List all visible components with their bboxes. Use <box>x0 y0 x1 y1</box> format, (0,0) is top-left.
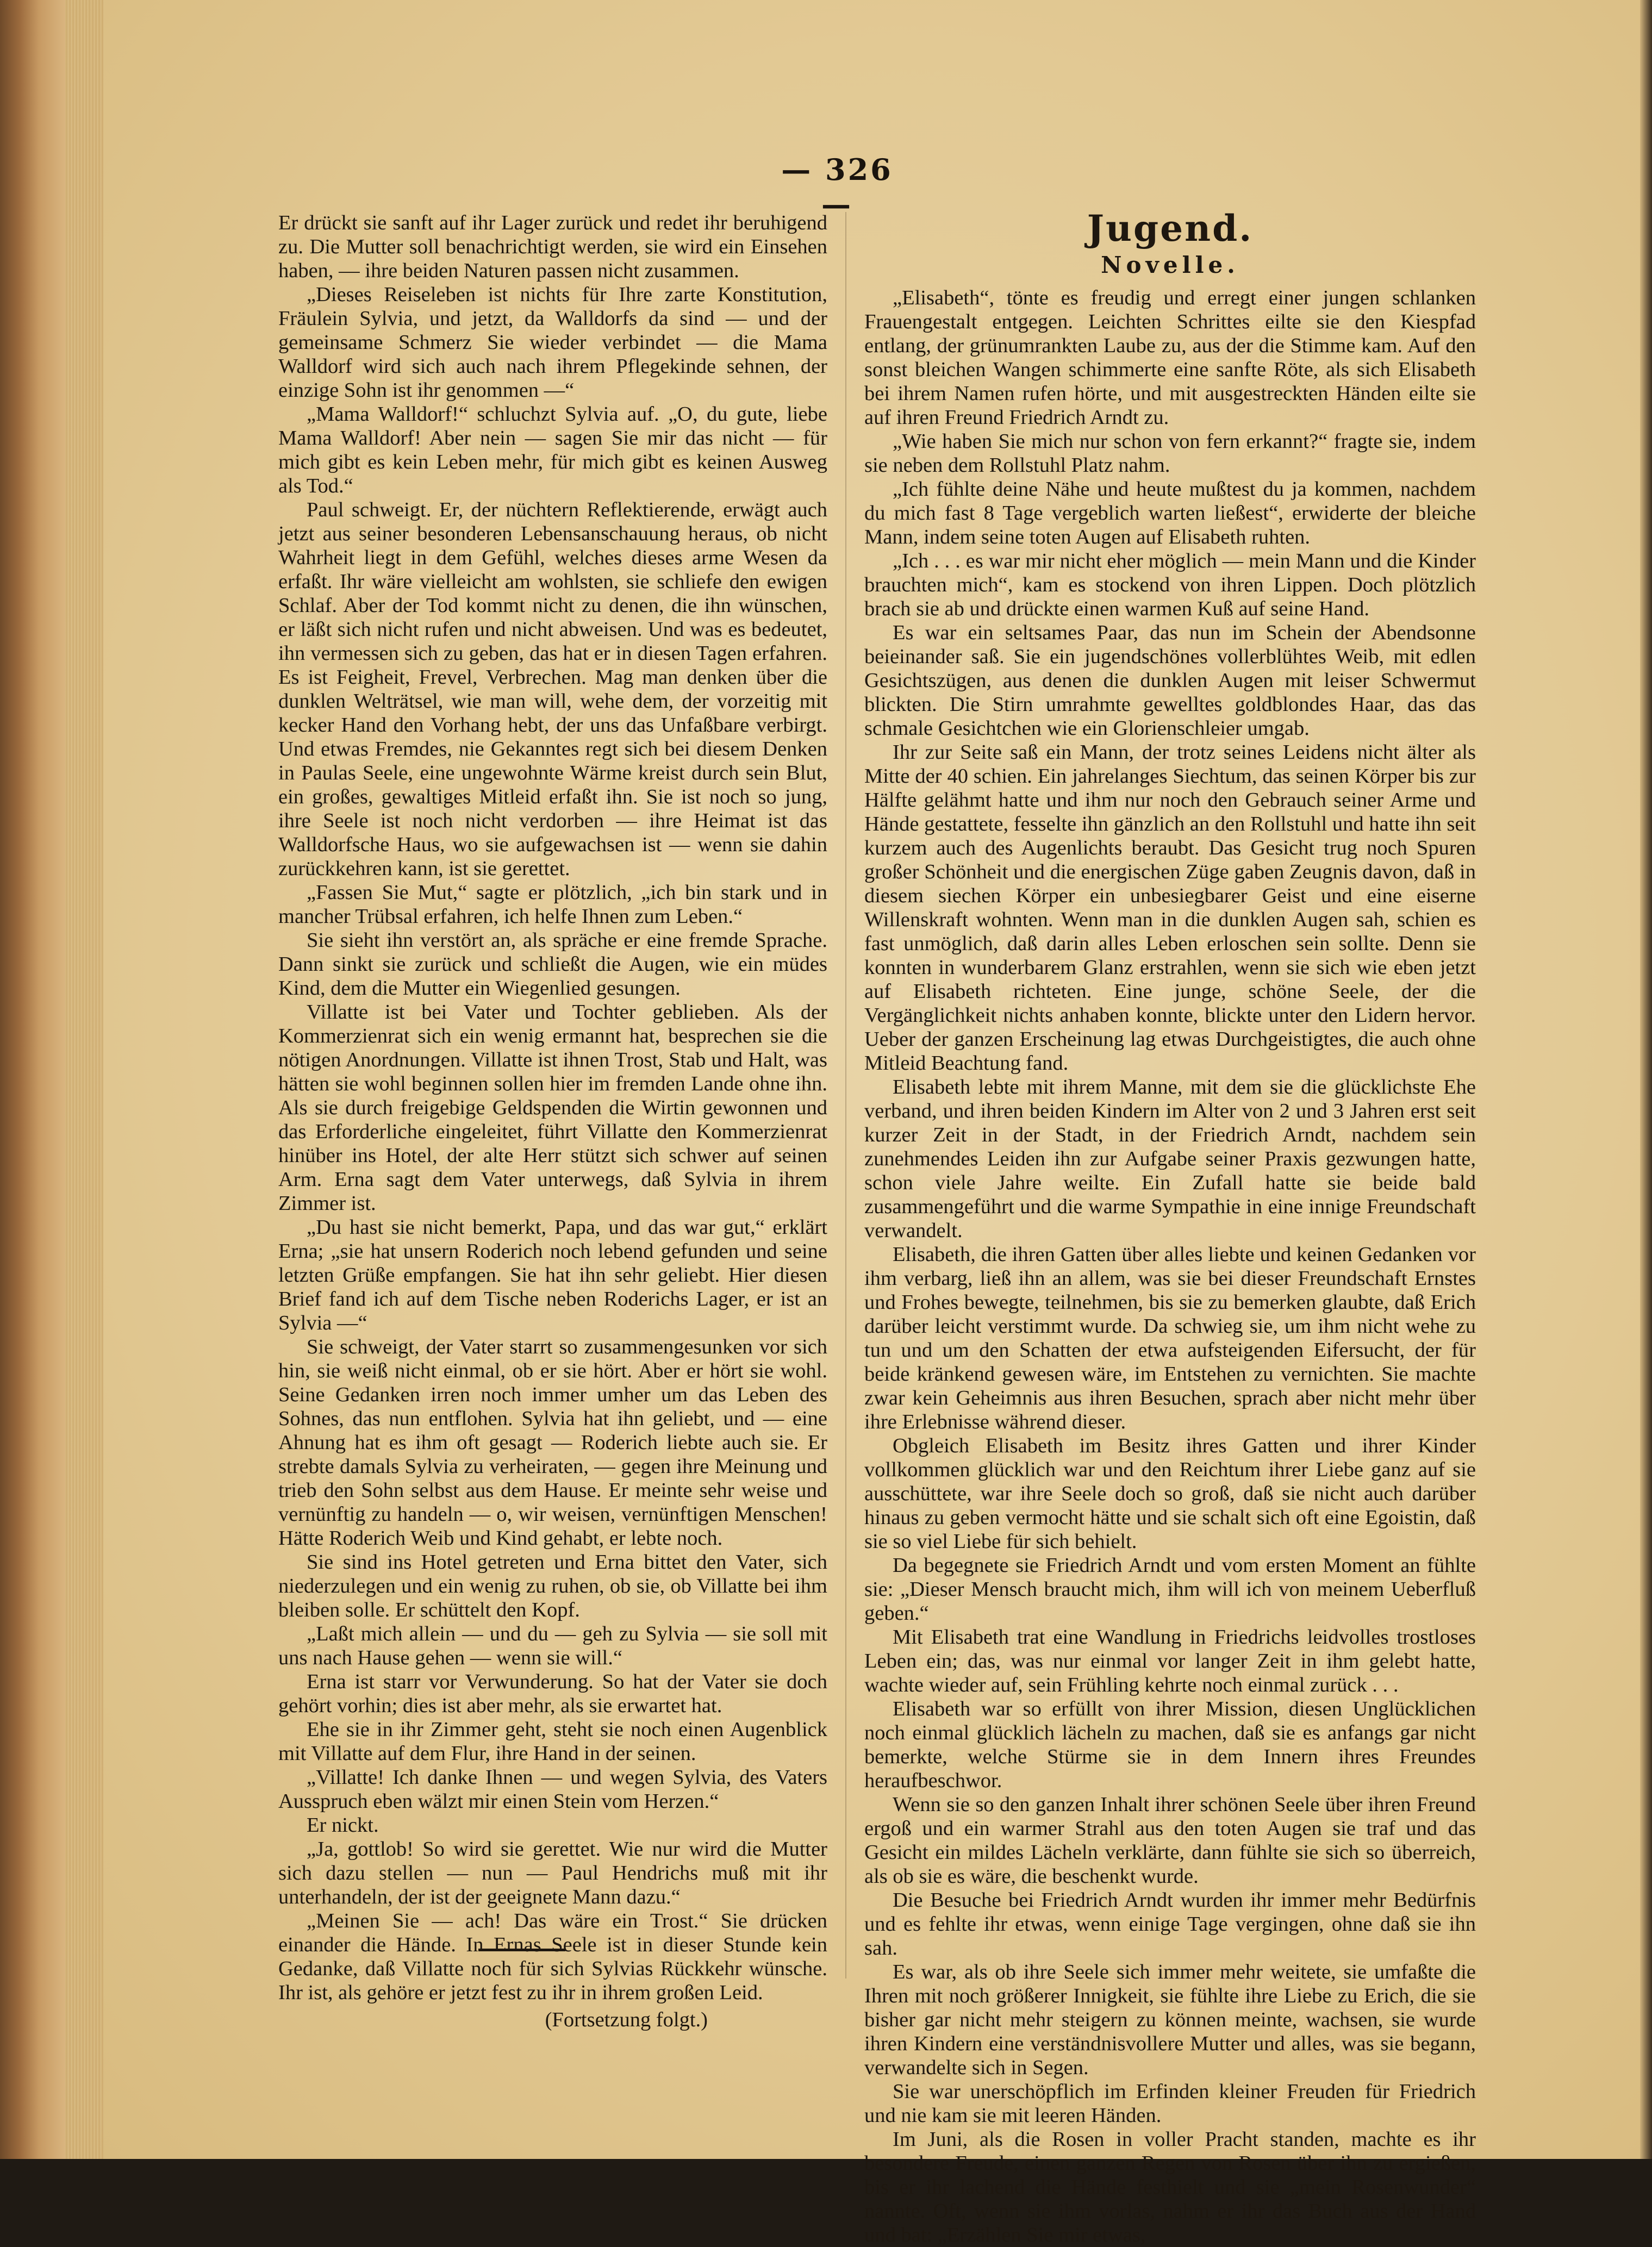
paragraph: Sie sieht ihn verstört an, als spräche er eine fremde Sprache. Dann sinkt sie zurück und schließt die Augen, wie ein müdes Kind, dem die Mutter ein Wiegenlied gesungen. <box>278 929 827 1000</box>
story-subtitle: Novelle. <box>1101 252 1239 278</box>
paragraph: Elisabeth lebte mit ihrem Manne, mit dem sie die glücklichste Ehe verband, und ihren beiden Kindern im Alter von 2 und 3 Jahren erst seit kurzer Zeit in der Stadt, in der Friedrich Arndt, nachdem sein zunehmendes Leiden ihn zur Aufgabe seiner Praxis gezwungen hatte, schon viele Jahre weilte. Ein Zufall hatte sie beide bald zusammengeführt und die warme Sympathie in eine innige Freundschaft verwandelt. <box>864 1076 1476 1242</box>
paragraph: Elisabeth, die ihren Gatten über alles liebte und keinen Gedanken vor ihm verbarg, ließ ihn an allem, was sie bei dieser Freundschaft Ernstes und Frohes bewegte, teilnehmen, bis sie zu bemerken glaubte, daß Erich darüber leicht verstimmt wurde. Da schwieg sie, um ihm nicht wehe zu tun und um den Schatten der etwa aufsteigenden Eifersucht, der für beide kränkend gewesen wäre, im Entstehen zu vernichten. Sie machte zwar kein Geheimnis aus ihren Besuchen, sprach aber nicht mehr über ihre Erlebnisse während dieser. <box>864 1243 1476 1433</box>
continued-note: (Fortsetzung folgt.) <box>545 2008 708 2031</box>
left-column <box>278 211 827 2032</box>
paragraph: „Dieses Reiseleben ist nichts für Ihre zarte Konstitution, Fräulein Sylvia, und jetzt, da Walldorfs da sind — und der gemeinsame Schmerz Sie wieder verbindet — die Mama Walldorf wird sich auch nach ihrem Pflegekinde sehnen, der einzige Sohn ist ihr genommen —“ <box>278 283 827 402</box>
paragraph: Im Juni, als die Rosen in voller Pracht standen, machte es ihr besondere Freude, einen ganzen Regen von Rosen über ihn zu ergießen, bis er ihr lachend die Hände festhielt und sie „mein Rosenwunder“ nannte. Oft, wenn sie ihm vorlas, nahm er ihr das Buch aus der Hand und bat: „Erzählen Sie mir etwas, <box>864 2128 1476 2246</box>
paragraph: Es war, als ob ihre Seele sich immer mehr weitete, sie umfaßte die Ihren mit noch größerer Innigkeit, sie fühlte ihre Liebe zu Erich, die sie bisher gar nicht mehr steigern zu können meinte, wachsen, sie wurde ihren Kindern eine verständnisvollere Mutter und alles, was sie begann, verwandelte sich in Segen. <box>864 1961 1476 2079</box>
paragraph: Die Besuche bei Friedrich Arndt wurden ihr immer mehr Bedürfnis und es fehlte ihr etwas, wenn einige Tage vergingen, ohne daß sie ihn sah. <box>864 1889 1476 1959</box>
paragraph: Wenn sie so den ganzen Inhalt ihrer schönen Seele über ihren Freund ergoß und ein warmer Strahl aus den toten Augen sie traf und das Gesicht ein mildes Lächeln verklärte, dann fühlte sie sich so überreich, als ob sie es wäre, die beschenkt wurde. <box>864 1793 1476 1888</box>
paragraph: Erna ist starr vor Verwunderung. So hat der Vater sie doch gehört vorhin; dies ist aber mehr, als sie erwartet hat. <box>278 1670 827 1717</box>
paragraph: Villatte ist bei Vater und Tochter geblieben. Als der Kommerzienrat sich ein wenig ermannt hat, besprechen sie die nötigen Anordnungen. Villatte ist ihnen Trost, Stab und Halt, was hätten sie wohl beginnen sollen hier im fremden Lande ohne ihn. Als sie durch freigebige Geldspenden die Wirtin gewonnen und das Erforderliche eingeleitet, führt Villatte den Kommerzienrat hinüber ins Hotel, der alte Herr stützt sich schwer auf seinen Arm. Erna sagt dem Vater unterwegs, daß Sylvia in ihrem Zimmer ist. <box>278 1001 827 1215</box>
paragraph: „Mama Walldorf!“ schluchzt Sylvia auf. „O, du gute, liebe Mama Walldorf! Aber nein — sagen Sie mir das nicht — für mich gibt es kein Leben mehr, für mich gibt es keinen Ausweg als Tod.“ <box>278 403 827 497</box>
paragraph: „Ich . . . es war mir nicht eher möglich — mein Mann und die Kinder brauchten mich“, kam es stockend von ihren Lippen. Doch plötzlich brach sie ab und drückte einen warmen Kuß auf seine Hand. <box>864 550 1476 620</box>
page-right-edge <box>1640 0 1652 2159</box>
paragraph: Es war ein seltsames Paar, das nun im Schein der Abendsonne beieinander saß. Sie ein jugendschönes vollerblühtes Weib, mit edlen Gesichtszügen, aus denen die dunklen Augen mit leiser Schwermut blickten. Die Stirn umrahmte gewelltes goldblondes Haar, das das schmale Gesichtchen wie ein Glorienschleier umgab. <box>864 621 1476 740</box>
paragraph: Obgleich Elisabeth im Besitz ihres Gatten und ihrer Kinder vollkommen glücklich war und den Reichtum ihrer Liebe ganz auf sie ausschüttete, war ihre Seele doch so groß, daß sie nicht auch darüber hinaus zu geben vermocht hätte und sie schalt sich oft eine Egoistin, daß sie so viel Liebe für sich behielt. <box>864 1434 1476 1553</box>
right-column <box>864 205 1476 2247</box>
paragraph: „Fassen Sie Mut,“ sagte er plötzlich, „ich bin stark und in mancher Trübsal erfahren, ich helfe Ihnen zum Leben.“ <box>278 881 827 928</box>
paragraph: Ehe sie in ihr Zimmer geht, steht sie noch einen Augenblick mit Villatte auf dem Flur, ihre Hand in der seinen. <box>278 1718 827 1765</box>
paragraph: Sie war unerschöpflich im Erfinden kleiner Freuden für Friedrich und nie kam sie mit leeren Händen. <box>864 2080 1476 2127</box>
book-binding <box>0 0 65 2159</box>
paragraph: „Wie haben Sie mich nur schon von fern erkannt?“ fragte sie, indem sie neben dem Rollstuhl Platz nahm. <box>864 430 1476 477</box>
page-edges <box>65 0 103 2159</box>
paragraph: Ihr zur Seite saß ein Mann, der trotz seines Leidens nicht älter als Mitte der 40 schien. Ein jahrelanges Siechtum, das seinen Körper bis zur Hälfte gelähmt hatte und ihm nur noch den Gebrauch seiner Arme und Hände gestattete, fesselte ihn gänzlich an den Rollstuhl und hatte ihn seit kurzem auch des Augenlichts beraubt. Das Gesicht trug noch Spuren großer Schönheit und die energischen Züge gaben Zeugnis davon, daß in diesem siechen Körper ein unbesiegbarer Geist und eine eiserne Willenskraft wohnten. Wenn man in die dunklen Augen sah, schien es fast unmöglich, daß darin alles Leben erloschen sein sollte. Denn sie konnten in wunderbarem Glanz erstrahlen, wenn sie sich wie eben jetzt auf Elisabeth richteten. Eine junge, schöne Seele, der die Vergänglichkeit nichts anhaben konnte, blickte unter den Lidern hervor. Ueber der ganzen Erscheinung lag etwas Durchgeistigtes, die auch ohne Mitleid Beachtung fand. <box>864 741 1476 1075</box>
page-number: — 326 — <box>781 152 893 222</box>
paragraph: „Ich fühlte deine Nähe und heute mußtest du ja kommen, nachdem du mich fast 8 Tage vergeblich warten ließest“, erwiderte der bleiche Mann, indem seine toten Augen auf Elisabeth ruhten. <box>864 478 1476 548</box>
paragraph: „Villatte! Ich danke Ihnen — und wegen Sylvia, des Vaters Ausspruch eben wälzt mir einen Stein vom Herzen.“ <box>278 1766 827 1813</box>
paragraph: Er nickt. <box>307 1814 379 1837</box>
paragraph: Sie sind ins Hotel getreten und Erna bittet den Vater, sich niederzulegen und ein wenig zu ruhen, ob sie, ob Villatte bei ihm bleiben solle. Er schüttelt den Kopf. <box>278 1551 827 1621</box>
paragraph: Elisabeth war so erfüllt von ihrer Mission, diesen Unglücklichen noch einmal glücklich lächeln zu machen, daß sie es anfangs gar nicht bemerkte, welche Stürme sie in dem Innern ihres Freundes heraufbeschwor. <box>864 1697 1476 1792</box>
paragraph: Paul schweigt. Er, der nüchtern Reflektierende, erwägt auch jetzt aus seiner besonderen Lebensanschauung heraus, ob nicht Wahrheit liegt in dem Gefühl, welches dieses arme Wesen da erfaßt. Ihr wäre vielleicht am wohlsten, sie schliefe den ewigen Schlaf. Aber der Tod kommt nicht zu denen, die ihn wünschen, er läßt sich nicht rufen und nicht abweisen. Und was es bedeutet, ihn vermessen sich zu geben, das hat er in diesen Tagen erfahren. Es ist Feigheit, Frevel, Verbrechen. Mag man denken über die dunklen Welträtsel, wie man will, wehe dem, der vorzeitig mit kecker Hand den Vorhang hebt, der uns das Unfaßbare verbirgt. Und etwas Fremdes, nie Gekanntes regt sich bei diesem Denken in Paulas Seele, eine ungewohnte Wärme kreist durch sein Blut, ein großes, gewaltiges Mitleid erfaßt ihn. Sie ist noch so jung, ihre Seele ist noch nicht verdorben — ihre Heimat ist das Walldorfsche Haus, wo sie aufgewachsen ist — wenn sie dahin zurückkehren kann, ist sie gerettet. <box>278 498 827 880</box>
paragraph: „Laßt mich allein — und du — geh zu Sylvia — sie soll mit uns nach Hause gehen — wenn sie will.“ <box>278 1622 827 1669</box>
paragraph: Mit Elisabeth trat eine Wandlung in Friedrichs leidvolles trostloses Leben ein; das, was nur einmal vor langer Zeit in ihm gelebt hatte, wachte wieder auf, sein Frühling kehrte noch einmal zurück . . . <box>864 1626 1476 1696</box>
paragraph: „Ja, gottlob! So wird sie gerettet. Wie nur wird die Mutter sich dazu stellen — nun — Paul Hendrichs muß mit ihr unterhandeln, der ist der geeignete Mann dazu.“ <box>278 1838 827 1908</box>
paragraph: Er drückt sie sanft auf ihr Lager zurück und redet ihr beruhigend zu. Die Mutter soll benachrichtigt werden, sie wird ein Einsehen haben, — ihre beiden Naturen passen nicht zusammen. <box>278 211 827 282</box>
paragraph: „Du hast sie nicht bemerkt, Papa, und das war gut,“ erklärt Erna; „sie hat unsern Roderich noch lebend gefunden und seine letzten Grüße empfangen. Sie hat ihn sehr geliebt. Hier diesen Brief fand ich auf dem Tische neben Roderichs Lager, er ist an Sylvia —“ <box>278 1216 827 1334</box>
story-title: Jugend. <box>1087 207 1254 249</box>
paragraph: Sie schweigt, der Vater starrt so zusammengesunken vor sich hin, sie weiß nicht einmal, ob er sie hört. Aber er hört sie wohl. Seine Gedanken irren noch immer umher um das Leben des Sohnes, das nun entflohen. Sylvia hat ihn geliebt, und — eine Ahnung hat es ihm oft gesagt — Roderich liebte auch sie. Er strebte damals Sylvia zu verheiraten, — gegen ihre Meinung und trieb den Sohn selbst aus dem Hause. Er meinte sehr weise und vernünftig zu handeln — o, wir weisen, vernünftigen Menschen! Hätte Roderich Weib und Kind gehabt, er lebte noch. <box>278 1335 827 1550</box>
end-rule <box>478 1949 565 1951</box>
paragraph: Da begegnete sie Friedrich Arndt und vom ersten Moment an fühlte sie: „Dieser Mensch braucht mich, ihm will ich von meinem Ueberfluß geben.“ <box>864 1554 1476 1625</box>
paragraph: „Elisabeth“, tönte es freudig und erregt einer jungen schlanken Frauengestalt entgegen. Leichten Schrittes eilte sie den Kiespfad entlang, der grünumrankten Laube zu, aus der die Stimme kam. Auf den sonst bleichen Wangen schimmerte eine sanfte Röte, als sich Elisabeth bei ihrem Namen rufen hörte, und mit ausgestreckten Händen eilte sie auf ihren Freund Friedrich Arndt zu. <box>864 286 1476 429</box>
column-divider <box>845 212 846 1978</box>
paragraph: „Meinen Sie — ach! Das wäre ein Trost.“ Sie drücken einander die Hände. In Ernas Seele ist in dieser Stunde kein Gedanke, daß Villatte noch für sich Sylvias Rückkehr wünsche. Ihr ist, als gehöre er jetzt fest zu ihr in ihrem großen Leid. <box>278 1909 827 2004</box>
